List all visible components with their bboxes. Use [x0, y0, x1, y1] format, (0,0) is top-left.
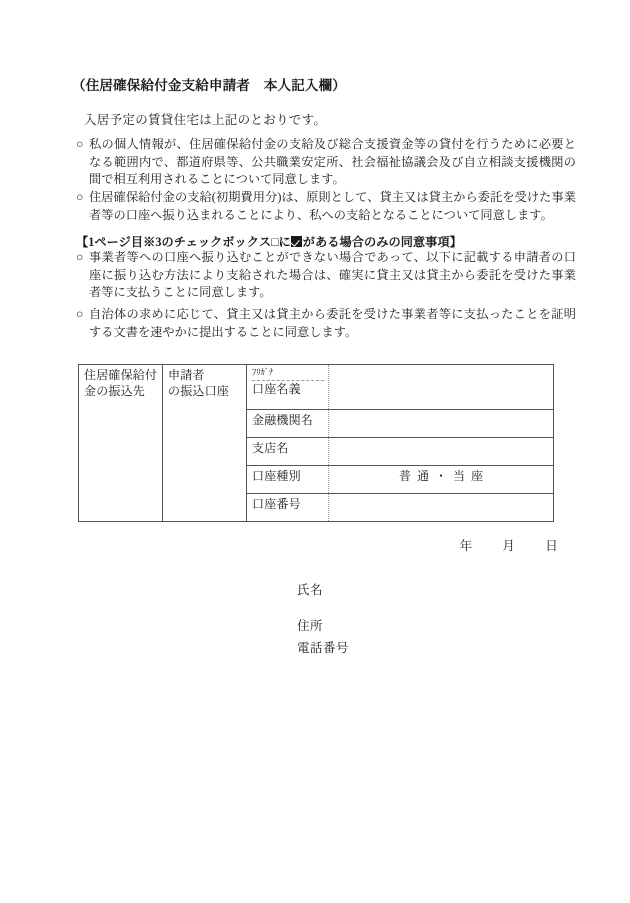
clause-marker: ○	[76, 250, 84, 264]
cell-transfer-destination-header	[79, 365, 163, 522]
clause-text: 事業者等への口座へ振り込むことができない場合であって、以下に記載する申請者の口座に振り込む方法により支給された場合は、確実に貸主又は貸主から委託を受けた事業者等に支払うことに同意します。	[89, 250, 576, 300]
date-line[interactable]	[460, 536, 558, 554]
label-text: 支店名	[252, 441, 289, 455]
label-account-type	[247, 466, 329, 494]
header-line-1: 申請者	[168, 368, 205, 382]
telephone-field-label[interactable]: 電話番号	[297, 641, 350, 655]
account-type-options: 普通・当座	[398, 469, 489, 483]
bracket-note-prefix: 【1ページ目※3のチェックボックス	[76, 235, 272, 249]
label-text: 口座名義	[252, 382, 301, 396]
value-account-type[interactable]	[329, 466, 554, 494]
clause-marker: ○	[76, 190, 84, 204]
checked-checkbox-icon	[291, 236, 302, 247]
month-label: 月	[502, 539, 516, 553]
label-text: 口座番号	[252, 497, 301, 511]
bracket-note-middle: に	[278, 235, 291, 249]
value-account-holder[interactable]	[329, 365, 554, 410]
cell-applicant-account-header	[163, 365, 247, 522]
page-title: （住居確保給付金支給申請者 本人記入欄）	[72, 78, 346, 93]
header-line-2: 金の振込先	[84, 383, 146, 398]
conditional-consent-heading	[76, 233, 462, 250]
value-text	[329, 365, 553, 370]
furigana-label: ﾌﾘｶﾞﾅ	[252, 368, 324, 381]
label-text: 口座種別	[252, 469, 301, 483]
consent-clause-3	[76, 249, 576, 302]
label-text: 金融機関名	[252, 413, 314, 427]
bracket-note-suffix: がある場合のみの同意事項】	[302, 235, 462, 249]
lead-statement: 入居予定の賃貸住宅は上記のとおりです。	[84, 113, 327, 127]
consent-clause-2	[76, 189, 576, 224]
year-label: 年	[459, 539, 473, 553]
address-field-label[interactable]: 住所	[297, 619, 324, 633]
value-financial-institution[interactable]	[329, 410, 554, 438]
clause-text: 自治体の求めに応じて、貸主又は貸主から委託を受けた事業者等に支払ったことを証明する文書を速やかに提出することに同意します。	[89, 307, 576, 339]
consent-clause-1	[76, 136, 576, 189]
label-financial-institution	[247, 410, 329, 438]
empty-checkbox-icon: □	[271, 235, 279, 249]
clause-text: 住居確保給付金の支給(初期費用分)は、原則として、貸主又は貸主から委託を受けた事業者等の口座へ振り込まれることにより、私への支給となることについて同意します。	[89, 190, 576, 222]
label-account-number	[247, 494, 329, 522]
value-text	[329, 410, 553, 415]
label-branch-name	[247, 438, 329, 466]
clause-marker: ○	[76, 137, 84, 151]
clause-text: 私の個人情報が、住居確保給付金の支給及び総合支援資金等の貸付を行うために必要となる範囲内で、都道府県等、公共職業安定所、社会福祉協議会及び自立相談支援機関の間で相互利用されることについて同意します。	[89, 137, 576, 187]
label-account-holder	[247, 365, 329, 410]
consent-clause-4	[76, 306, 576, 341]
clause-marker: ○	[76, 307, 84, 321]
bank-transfer-table	[78, 364, 554, 522]
value-branch-name[interactable]	[329, 438, 554, 466]
name-field-label[interactable]: 氏名	[297, 583, 324, 597]
header-line-1: 住居確保給付	[84, 368, 158, 382]
value-account-number[interactable]	[329, 494, 554, 522]
table-row	[79, 365, 554, 410]
header-line-2: の振込口座	[168, 383, 230, 398]
value-text	[329, 494, 553, 499]
value-text	[329, 438, 553, 443]
day-label: 日	[545, 539, 558, 553]
